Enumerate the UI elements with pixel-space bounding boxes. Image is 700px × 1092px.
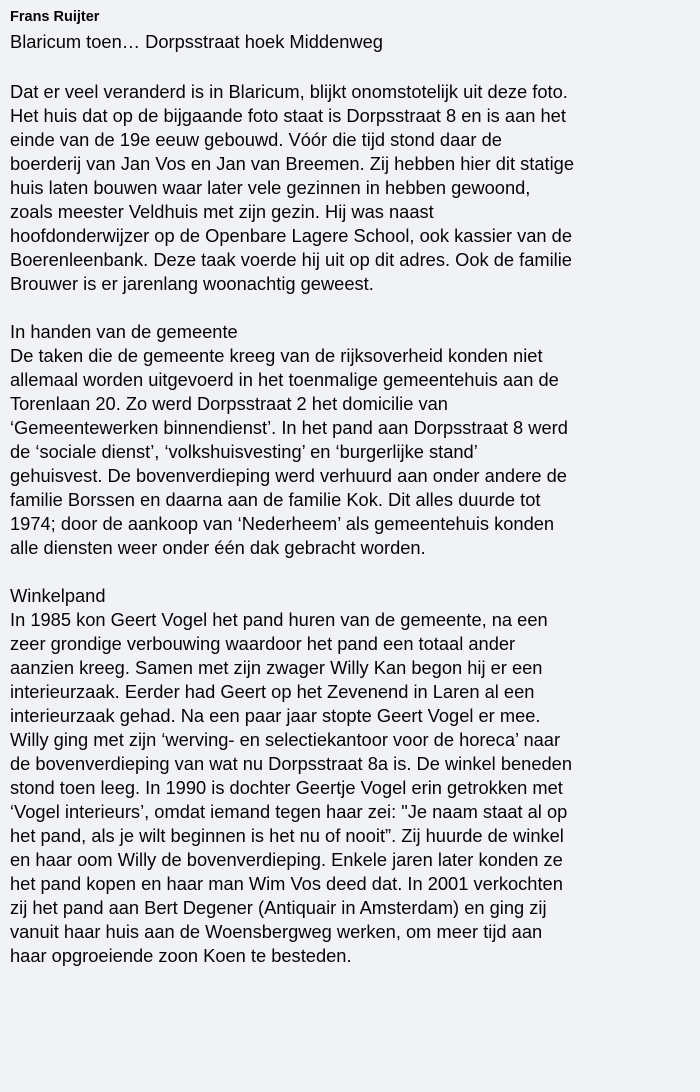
text-line: ‘Vogel interieurs’, omdat iemand tegen haar zei: "Je naam staat al op: [10, 801, 568, 822]
text-line: de bovenverdieping van wat nu Dorpsstraat 8a is. De winkel beneden: [10, 753, 572, 774]
text-line: stond toen leeg. In 1990 is dochter Geertje Vogel erin getrokken met: [10, 777, 563, 798]
section-body: [10, 344, 690, 560]
text-line: huis laten bouwen waar later vele gezinnen in hebben gewoond,: [10, 177, 531, 198]
text-line: 1974; door de aankoop van ‘Nederheem’ als gemeentehuis konden: [10, 513, 555, 534]
text-line: haar opgroeiende zoon Koen te besteden.: [10, 945, 352, 966]
text-line: de ‘sociale dienst’, ‘volkshuisvesting’ en ‘burgerlijke stand’: [10, 441, 478, 462]
text-line: zeer grondige verbouwing waardoor het pand een totaal ander: [10, 633, 516, 654]
text-line: gehuisvest. De bovenverdieping werd verhuurd aan onder andere de: [10, 465, 567, 486]
text-line: boerderij van Jan Vos en Jan van Breemen. Zij hebben hier dit statige: [10, 153, 575, 174]
text-line: Willy ging met zijn ‘werving- en selectiekantoor voor de horeca’ naar: [10, 729, 561, 750]
text-line: Torenlaan 20. Zo werd Dorpsstraat 2 het domicilie van: [10, 393, 448, 414]
text-line: In 1985 kon Geert Vogel het pand huren van de gemeente, na een: [10, 609, 548, 630]
text-line: hoofdonderwijzer op de Openbare Lagere School, ook kassier van de: [10, 225, 573, 246]
text-line: De taken die de gemeente kreeg van de rijksoverheid konden niet: [10, 345, 543, 366]
text-line: allemaal worden uitgevoerd in het toenmalige gemeentehuis aan de: [10, 369, 559, 390]
text-line: Het huis dat op de bijgaande foto staat is Dorpsstraat 8 en is aan het: [10, 105, 566, 126]
section-body: [10, 608, 690, 968]
text-line: familie Borssen en daarna aan de familie Kok. Dit alles duurde tot: [10, 489, 541, 510]
text-line: interieurzaak gehad. Na een paar jaar stopte Geert Vogel er mee.: [10, 705, 541, 726]
author-name-link[interactable]: Frans Ruijter: [10, 9, 100, 25]
section-heading: Winkelpand: [10, 585, 106, 606]
text-line: alle diensten weer onder één dak gebracht worden.: [10, 537, 426, 558]
text-line: vanuit haar huis aan de Woensbergweg werken, om meer tijd aan: [10, 921, 543, 942]
section-winkelpand: [10, 584, 690, 968]
text-line: Dat er veel veranderd is in Blaricum, blijkt onomstotelijk uit deze foto.: [10, 81, 568, 102]
section-body: [10, 80, 690, 296]
text-line: het pand kopen en haar man Wim Vos deed dat. In 2001 verkochten: [10, 873, 563, 894]
section-intro: [10, 80, 690, 296]
section-heading: In handen van de gemeente: [10, 321, 238, 342]
text-line: zij het pand aan Bert Degener (Antiquair in Amsterdam) en ging zij: [10, 897, 547, 918]
text-line: het pand, als je wilt beginnen is het nu of nooit”. Zij huurde de winkel: [10, 825, 564, 846]
text-line: interieurzaak. Eerder had Geert op het Zevenend in Laren al een: [10, 681, 535, 702]
text-line: ‘Gemeentewerken binnendienst’. In het pand aan Dorpsstraat 8 werd: [10, 417, 568, 438]
text-line: einde van de 19e eeuw gebouwd. Vóór die tijd stond daar de: [10, 129, 502, 150]
section-gemeente: [10, 320, 690, 560]
text-line: Boerenleenbank. Deze taak voerde hij uit op dit adres. Ook de familie: [10, 249, 572, 270]
post-title: Blaricum toen… Dorpsstraat hoek Middenweg: [10, 31, 383, 52]
text-line: Brouwer is er jarenlang woonachtig geweest.: [10, 273, 374, 294]
text-line: zoals meester Veldhuis met zijn gezin. Hij was naast: [10, 201, 434, 222]
text-line: en haar oom Willy de bovenverdieping. Enkele jaren later konden ze: [10, 849, 563, 870]
text-line: aanzien kreeg. Samen met zijn zwager Willy Kan begon hij er een: [10, 657, 543, 678]
